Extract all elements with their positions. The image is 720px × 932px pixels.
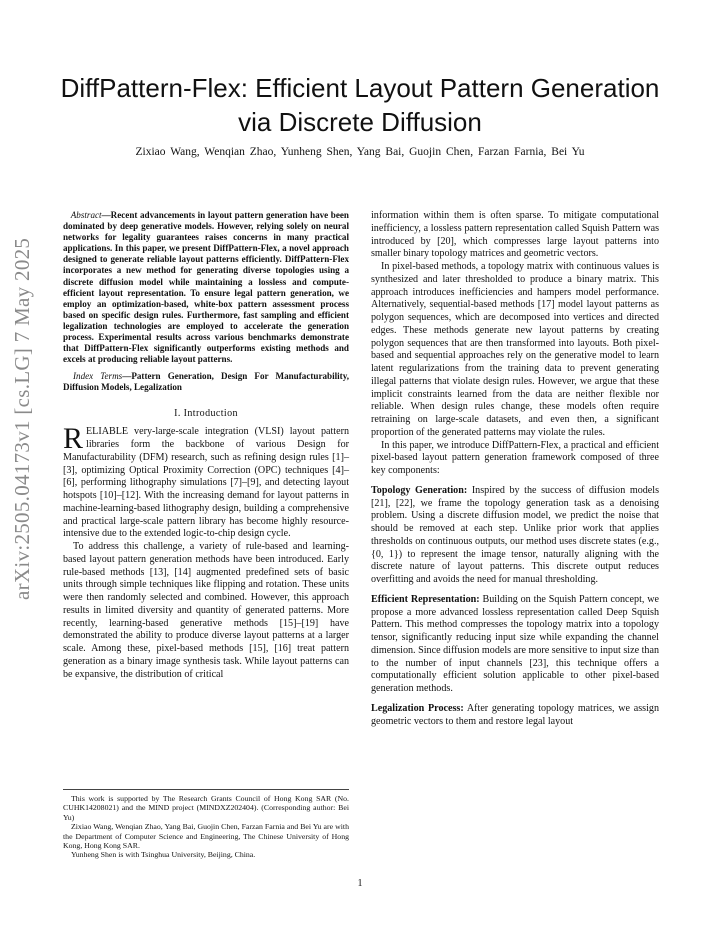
arxiv-stamp xyxy=(10,237,50,600)
right-paragraph-3: In this paper, we introduce DiffPattern-Flex, a practical and efficient pixel-based layout pattern generation framework composed of three key components: xyxy=(371,439,659,476)
legalization-process-item xyxy=(371,703,659,729)
abstract-label: Abstract xyxy=(70,210,102,220)
index-terms xyxy=(63,371,349,393)
title-line-1: DiffPattern-Flex: Efficient Layout Pattern Generation xyxy=(60,73,660,103)
footnote-affiliation-tsinghua: Yunheng Shen is with Tsinghua University, Beijing, China. xyxy=(71,850,256,860)
left-column xyxy=(63,210,349,681)
footnotes xyxy=(63,789,349,860)
title-line-2: via Discrete Diffusion xyxy=(238,107,482,137)
intro-paragraph-1 xyxy=(63,422,349,541)
abstract xyxy=(63,210,349,365)
index-terms-text: —Pattern Generation, Design For Manufacturability, Diffusion Models, Legalization xyxy=(63,371,350,393)
index-terms-label: Index Terms xyxy=(73,371,123,382)
author-list: Zixiao Wang, Wenqian Zhao, Yunheng Shen, Yang Bai, Guojin Chen, Farzan Farnia, Bei Yu xyxy=(135,146,585,158)
footnote-funding: This work is supported by The Research Grants Council of Hong Kong SAR (No. CUHK14208021) and the MIND project (MINDXZ202404). (Corresponding author: Bei Yu) xyxy=(63,794,349,822)
topology-generation-heading: Topology Generation: xyxy=(371,484,468,496)
efficient-representation-item xyxy=(371,594,659,696)
paper-title xyxy=(40,71,680,139)
efficient-representation-text: Building on the Squish Pattern concept, we propose a more advanced lossless representation called Deep Squish Pattern. This method compresses the topology matrix into a topology tensor, significantly reducing input size while expanding the channel dimension. Since diffusion models are more sensitive to input size than to the number of input channels [23], this technique offers a computationally efficient solution applicable to other pixel-based generation methods. xyxy=(371,593,659,694)
legalization-process-heading: Legalization Process: xyxy=(371,702,464,714)
drop-cap: R xyxy=(63,422,84,456)
abstract-text: —Recent advancements in layout pattern generation have been dominated by deep generative models. However, relying solely on neural networks for legality guarantees raises concerns in many practical applications. In this paper, we present DiffPattern-Flex, a novel approach designed to generate reliable layout patterns efficiently. DiffPattern-Flex incorporates a new method for generating diverse topologies using a discrete diffusion model while maintaining a lossless and compute-efficient layout representation. To ensure legal pattern generation, we employ an optimization-based, white-box pattern assessment process based on specific design rules. Furthermore, fast sampling and efficient legalization technologies are employed to accelerate the generation process. Experimental results across various benchmarks demonstrate that DiffPattern-Flex significantly outperforms existing methods and excels at producing reliable layout patterns. xyxy=(63,210,349,365)
right-column xyxy=(371,210,659,728)
right-paragraph-1: information within them is often sparse. To mitigate computational inefficiency, a lossless pattern representation called Squish Pattern was introduced by [20], which compresses large layout patterns into smaller binary topology matrices and geometric vectors. xyxy=(371,210,659,260)
page-number: 1 xyxy=(357,878,363,889)
section-heading-introduction: I. Introduction xyxy=(174,407,238,419)
intro-paragraph-1-text: ELIABLE very-large-scale integration (VLSI) layout pattern libraries form the backbone of various Design for Manufacturability (DFM) research, such as refining design rules [1]–[3], optimizing Optical Proximity Correction (OPC) techniques [4]–[6], performing lithography simulations [7]–[9], and detecting layout hotspots [10]–[12]. With the increasing demand for layout patterns in machine-learning-based lithography design, building a comprehensive and practical large-scale pattern library has become highly resource-intensive due to the extended logic-to-chip design cycle. xyxy=(63,426,349,540)
topology-generation-text: Inspired by the success of diffusion models [21], [22], we frame the topology generation task as a denoising problem. Using a discrete diffusion model, we predict the noise that should be removed at each step. Unlike prior work that applies thresholds on continuous outputs, our method uses discrete states (e.g., {0, 1}) to represent the image tensor, naturally aligning with the discrete nature of layout patterns. This discrete output reduces overfitting and avoids the need for manual thresholding. xyxy=(371,484,660,585)
intro-paragraph-2: To address this challenge, a variety of rule-based and learning-based layout pattern generation methods have been introduced. Early rule-based methods [13], [14] augmented predefined sets of basic units through simple techniques like flipping and rotation. These units were then randomly selected and combined. However, this approach results in limited diversity and quantity of generated patterns. More recently, learning-based generative methods [15]–[19] have demonstrated the ability to produce diverse layout patterns at a larger scale. Among these, pixel-based methods [15], [16] treat pattern generation as a binary image synthesis task. While layout patterns can be expansive, the distribution of critical xyxy=(63,541,349,680)
legalization-process-text: After generating topology matrices, we assign geometric vectors to them and restore legal layout xyxy=(371,702,659,727)
right-paragraph-2: In pixel-based methods, a topology matrix with continuous values is synthesized and later thresholded to produce a binary matrix. This approach introduces inefficiencies and hampers model performance. Alternatively, sequential-based methods [17] model layout patterns as polygon sequences, which are decomposed into vertices and directed edges. These methods generate new layout patterns by creating polygon sequences that are then transformed into layouts. Both pixel-based and sequential approaches rely on the generative model to learn latent regularizations from the training data to prevent generating illegal patterns that violate design rules. However, we argue that these implicit constraints learned from the data are neither flexible nor reliable. When design rules change, these models often require retraining on large-scale datasets, and even then, a significant proportion of the generated patterns may violate the rules. xyxy=(371,261,659,438)
topology-generation-item xyxy=(371,485,659,587)
efficient-representation-heading: Efficient Representation: xyxy=(371,593,480,605)
arxiv-stamp-text: arXiv:2505.04173v1 [cs.LG] 7 May 2025 xyxy=(10,237,34,600)
footnote-affiliation-cuhk: Zixiao Wang, Wenqian Zhao, Yang Bai, Guojin Chen, Farzan Farnia and Bei Yu are with the Department of Computer Science and Engineering, The Chinese University of Hong Kong, Hong Kong SAR. xyxy=(63,822,349,851)
